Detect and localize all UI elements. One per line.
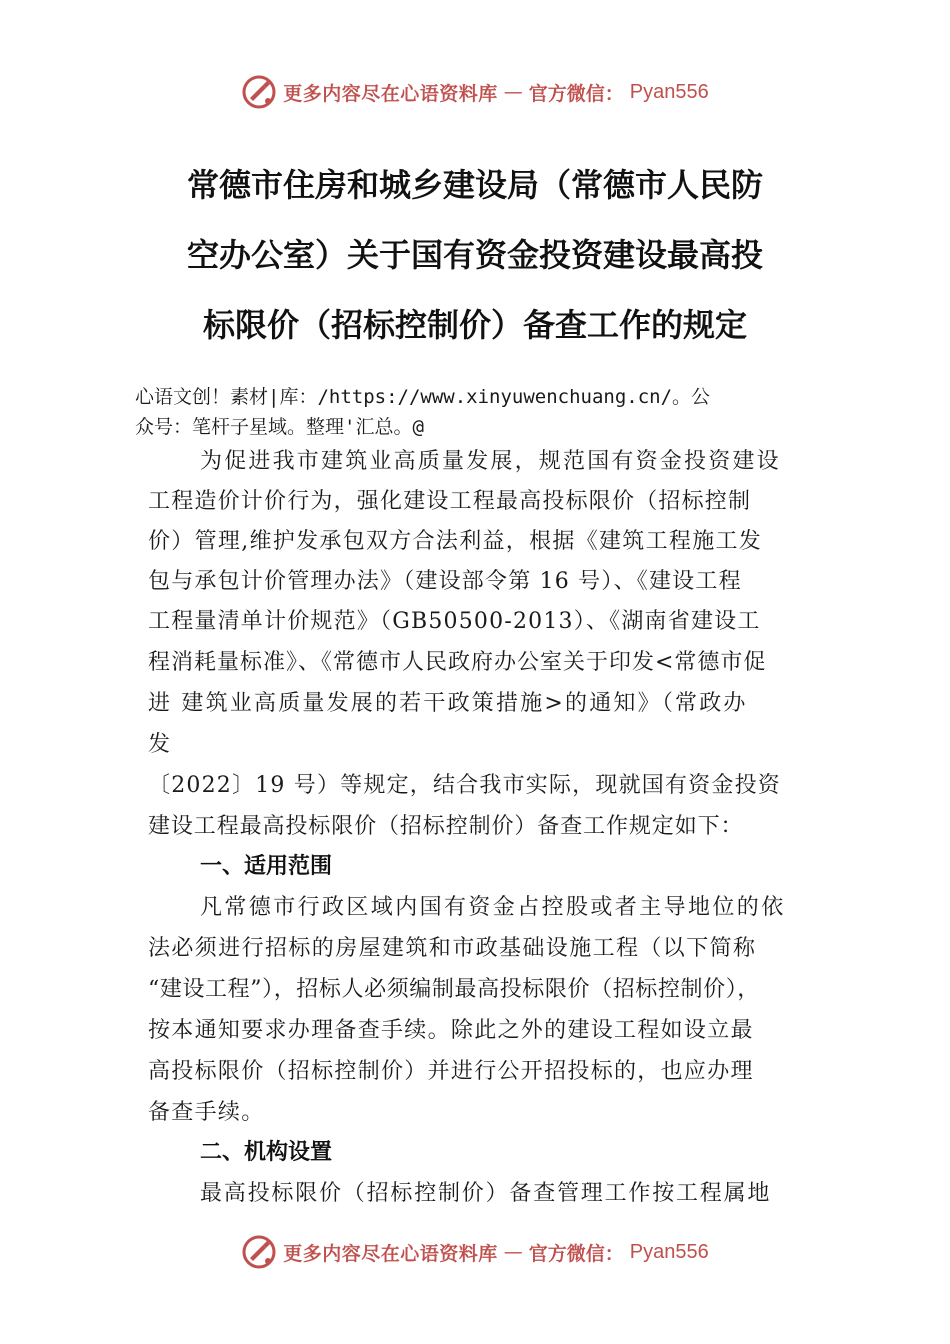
pen-logo-icon bbox=[241, 1234, 277, 1270]
paragraph-line: 法必须进行招标的房屋建筑和市政基础设施工程（以下简称 bbox=[148, 936, 757, 961]
pen-logo-icon bbox=[241, 74, 277, 110]
paragraph-line: “建设工程”），招标人必须编制最高投标限价（招标控制价）， bbox=[148, 977, 760, 1002]
paragraph-line: 价）管理,维护发承包双方合法利益，根据《建筑工程施工发 bbox=[148, 529, 763, 554]
banner-wechat-label: 官方微信： bbox=[528, 1242, 624, 1265]
paragraph-line: 包与承包计价管理办法》（建设部令第 16 号）、《建设工程 bbox=[148, 569, 742, 594]
banner-separator: — bbox=[503, 81, 523, 103]
paragraph-line: 凡常德市行政区域内国有资金占控股或者主导地位的依 bbox=[200, 895, 786, 920]
paragraph-line: 发 bbox=[148, 732, 171, 757]
source-line: 众号：笔杆子星域。整理'汇总。@ bbox=[135, 416, 424, 438]
paragraph-line: 〔2022〕19 号）等规定，结合我市实际，现就国有资金投资 bbox=[148, 773, 781, 798]
banner-wechat-id: Pyan556 bbox=[629, 1240, 709, 1263]
paragraph-line: 高投标限价（招标控制价）并进行公开招投标的，也应办理 bbox=[148, 1059, 754, 1084]
banner-separator: — bbox=[503, 1241, 523, 1263]
paragraph-line: 按本通知要求办理备查手续。除此之外的建设工程如设立最 bbox=[148, 1018, 754, 1043]
banner-wechat-label: 官方微信： bbox=[528, 82, 624, 105]
section-heading-scope: 一、适用范围 bbox=[200, 854, 333, 879]
title-line: 常德市住房和城乡建设局（常德市人民防 bbox=[186, 166, 763, 204]
banner-text: 更多内容尽在心语资料库 bbox=[283, 82, 498, 105]
paragraph-line: 建设工程最高投标限价（招标控制价）备查工作规定如下： bbox=[148, 814, 744, 839]
paragraph-line: 为促进我市建筑业高质量发展，规范国有资金投资建设 bbox=[200, 449, 781, 474]
paragraph-line: 最高投标限价（招标控制价）备查管理工作按工程属地 bbox=[200, 1181, 772, 1206]
source-line: 心语文创！素材|库：/https://www.xinyuwenchuang.cn/。公 bbox=[135, 386, 711, 408]
header-watermark-banner bbox=[0, 70, 950, 114]
title-line: 标限价（招标控制价）备查工作的规定 bbox=[202, 306, 747, 344]
paragraph-line: 进 建筑业高质量发展的若干政策措施>的通知》（常政办 bbox=[148, 691, 748, 716]
source-note bbox=[135, 382, 835, 442]
paragraph-line: 工程量清单计价规范》（GB50500-2013）、《湖南省建设工 bbox=[148, 609, 761, 634]
title-line: 空办公室）关于国有资金投资建设最高投 bbox=[186, 236, 763, 274]
footer-watermark-banner bbox=[0, 1230, 950, 1274]
banner-text: 更多内容尽在心语资料库 bbox=[283, 1242, 498, 1265]
paragraph-line: 备查手续。 bbox=[148, 1100, 265, 1125]
paragraph-line: 工程造价计价行为，强化建设工程最高投标限价（招标控制 bbox=[148, 489, 752, 514]
paragraph-line: 程消耗量标准》、《常德市人民政府办公室关于印发<常德市促 bbox=[148, 650, 767, 675]
banner-wechat-id: Pyan556 bbox=[629, 80, 709, 103]
document-title bbox=[120, 150, 830, 360]
section-heading-organization: 二、机构设置 bbox=[200, 1140, 333, 1165]
